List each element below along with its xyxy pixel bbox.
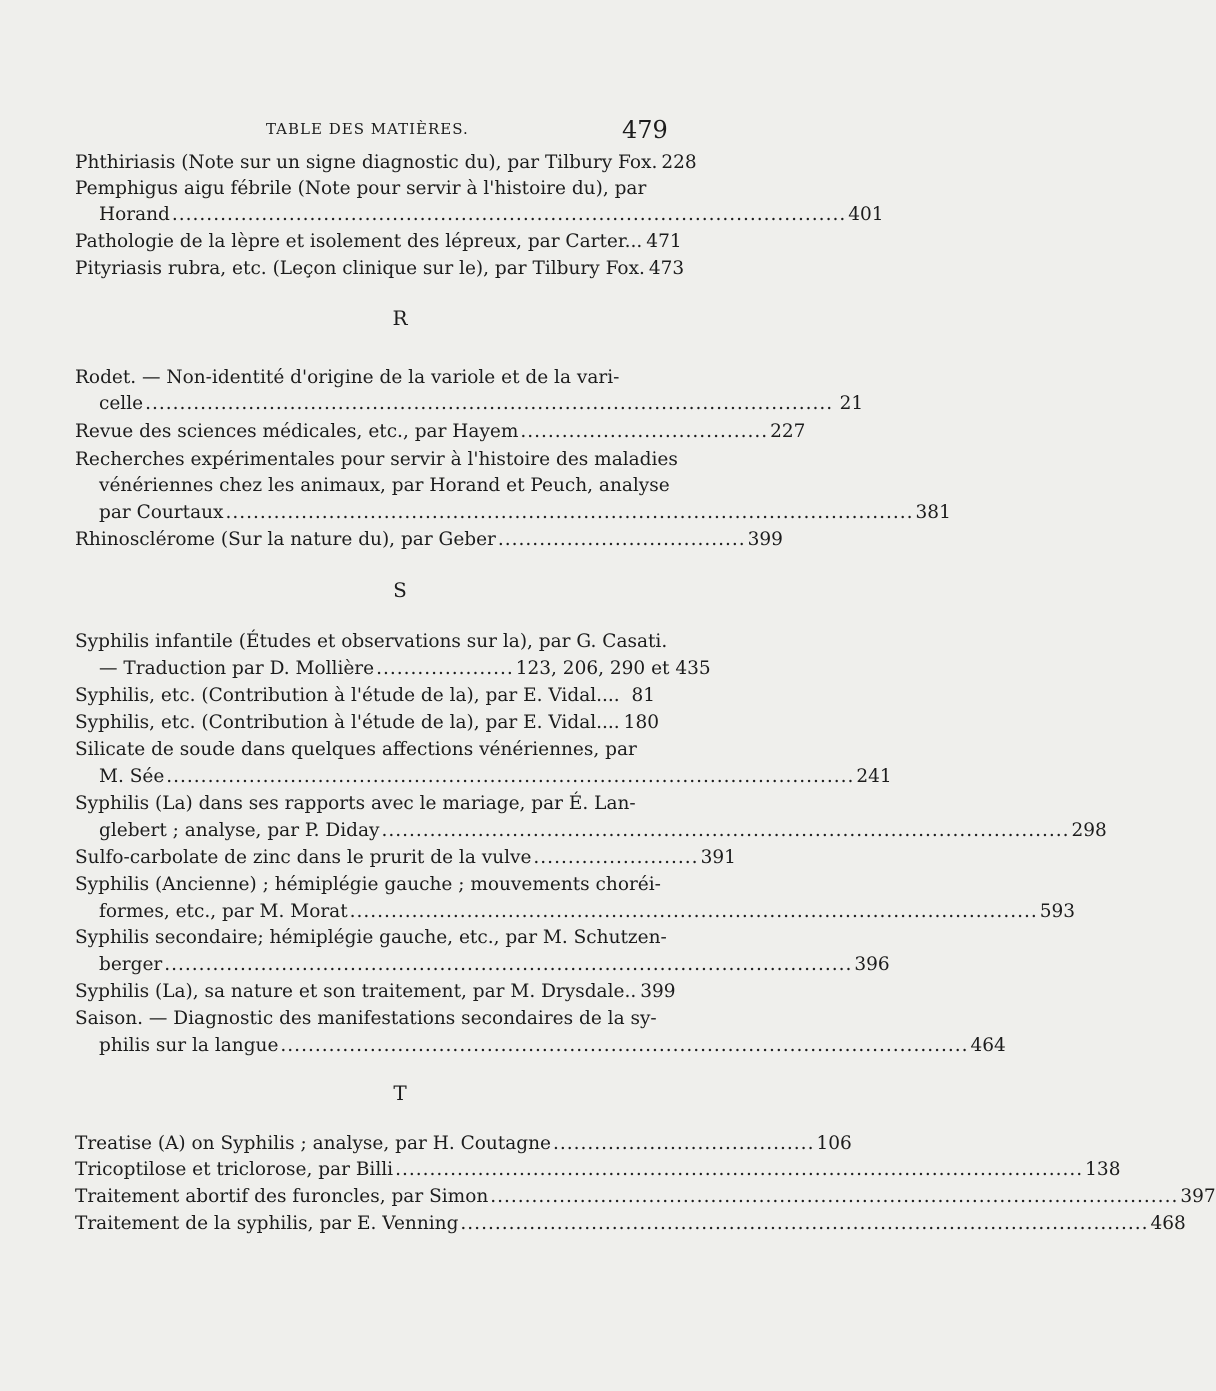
running-title: TABLE DES MATIÈRES. <box>266 120 469 138</box>
index-entry-line: philis sur la langue .................................................................................................... 464 <box>99 1035 1006 1056</box>
section-letter-r: R <box>392 306 408 330</box>
index-entry-line: Treatise (A) on Syphilis ; analyse, par H. Coutagne ...................................... 106 <box>75 1133 852 1154</box>
index-entry-line: Pityriasis rubra, etc. (Leçon clinique sur le), par Tilbury Fox. 473 <box>75 258 685 279</box>
index-entry-line: Syphilis secondaire; hémiplégie gauche, etc., par M. Schutzen- <box>75 927 667 948</box>
index-entry-line: Syphilis (La) dans ses rapports avec le mariage, par É. Lan- <box>75 793 636 814</box>
index-entry-line: Syphilis (Ancienne) ; hémiplégie gauche ; mouvements choréi- <box>75 874 661 895</box>
index-entry-line: Syphilis, etc. (Contribution à l'étude de la), par E. Vidal.... 81 <box>75 685 655 706</box>
index-entry-line: Horand .................................................................................................. 401 <box>99 204 884 225</box>
index-entry-line: Phthiriasis (Note sur un signe diagnostic du), par Tilbury Fox. 228 <box>75 152 697 173</box>
index-entry-line: — Traduction par D. Mollière .................... 123, 206, 290 et 435 <box>99 658 711 679</box>
index-entry-line: Pathologie de la lèpre et isolement des lépreux, par Carter... 471 <box>75 231 682 252</box>
index-entry-line: Syphilis infantile (Études et observations sur la), par G. Casati. <box>75 631 668 652</box>
page-number: 479 <box>622 116 668 144</box>
index-entry-line: par Courtaux .................................................................................................... 381 <box>99 502 951 523</box>
index-entry-line: Silicate de soude dans quelques affections vénériennes, par <box>75 739 637 760</box>
index-entry-line: Pemphigus aigu fébrile (Note pour servir à l'histoire du), par <box>75 178 647 199</box>
index-entry-line: Sulfo-carbolate de zinc dans le prurit de la vulve ........................ 391 <box>75 847 736 868</box>
index-entry-line: vénériennes chez les animaux, par Horand et Peuch, analyse <box>99 475 670 496</box>
index-entry-line: formes, etc., par M. Morat .................................................................................................... 593 <box>99 901 1076 922</box>
index-entry-line: Traitement de la syphilis, par E. Venning .................................................................................................... 468 <box>75 1213 1186 1234</box>
index-entry-line: Tricoptilose et triclorose, par Billi .................................................................................................... 138 <box>75 1159 1121 1180</box>
index-entry-line: Rhinosclérome (Sur la nature du), par Geber .................................... 399 <box>75 529 783 550</box>
index-entry-line: Syphilis, etc. (Contribution à l'étude de la), par E. Vidal.... 180 <box>75 712 659 733</box>
index-entry-line: Saison. — Diagnostic des manifestations secondaires de la sy- <box>75 1008 657 1029</box>
index-entry-line: Recherches expérimentales pour servir à l'histoire des maladies <box>75 449 678 470</box>
section-letter-s: S <box>393 578 407 602</box>
index-entry-line: Revue des sciences médicales, etc., par Hayem .................................... 227 <box>75 421 806 442</box>
index-entry-line: Syphilis (La), sa nature et son traitement, par M. Drysdale.. 399 <box>75 981 676 1002</box>
section-letter-t: T <box>393 1081 407 1105</box>
index-entry-line: Traitement abortif des furoncles, par Simon .................................................................................................... 397 <box>75 1186 1216 1207</box>
index-entry-line: glebert ; analyse, par P. Diday .................................................................................................... 298 <box>99 820 1107 841</box>
index-entry-line: celle .................................................................................................... 21 <box>99 393 864 414</box>
index-entry-line: berger .................................................................................................... 396 <box>99 954 890 975</box>
index-entry-line: M. Sée .................................................................................................... 241 <box>99 766 892 787</box>
index-entry-line: Rodet. — Non-identité d'origine de la variole et de la vari- <box>75 367 620 388</box>
